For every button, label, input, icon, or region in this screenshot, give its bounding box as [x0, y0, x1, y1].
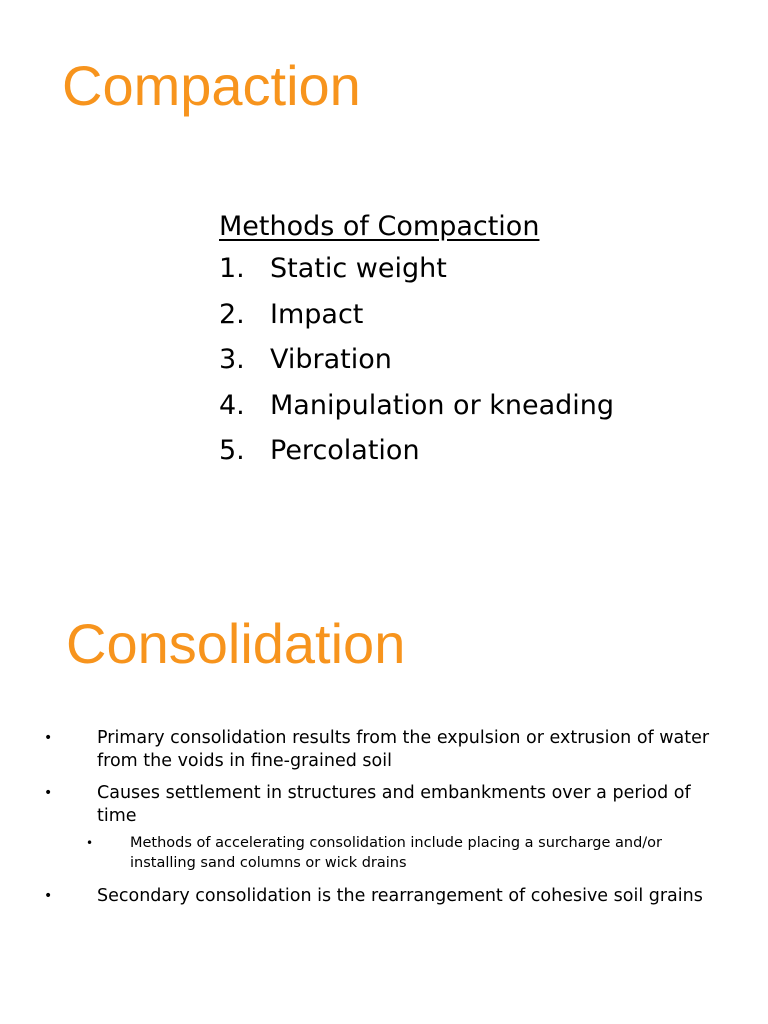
method-item: [219, 428, 614, 474]
bullet-marker: •: [44, 888, 53, 904]
method-text: Manipulation or kneading: [270, 389, 615, 421]
method-text: Impact: [270, 298, 364, 330]
method-number: 2.: [219, 298, 245, 330]
method-number: 3.: [219, 344, 245, 375]
bullet-marker: •: [44, 730, 53, 746]
sub-bullet-item: [0, 833, 768, 873]
method-text: Percolation: [270, 435, 420, 466]
compaction-title: Compaction: [62, 54, 361, 117]
method-number: 5.: [219, 435, 245, 466]
bullet-marker: •: [86, 836, 94, 850]
method-text: Vibration: [270, 344, 392, 375]
bullet-item: [0, 782, 768, 828]
method-item: [219, 246, 614, 292]
bullet-text: Methods of accelerating consolidation include placing a surcharge and/or installing sand columns or wick drains: [130, 835, 663, 871]
bullet-text: Causes settlement in structures and embankments over a period of time: [97, 783, 691, 826]
methods-heading: Methods of Compaction: [219, 211, 540, 242]
bullet-text: Primary consolidation results from the expulsion or extrusion of water from the voids in fine-grained soil: [97, 728, 710, 771]
method-number: 1.: [219, 253, 245, 284]
methods-of-compaction-section: [219, 208, 614, 474]
method-text: Static weight: [270, 253, 447, 284]
method-number: 4.: [219, 389, 245, 421]
method-item: [219, 383, 614, 429]
bullet-item: [0, 727, 768, 773]
consolidation-bullet-list: [0, 727, 768, 917]
bullet-text: Secondary consolidation is the rearrangement of cohesive soil grains: [97, 886, 703, 906]
bullet-marker: •: [44, 785, 53, 801]
bullet-item: [0, 885, 768, 908]
method-item: [219, 337, 614, 383]
methods-list: [219, 246, 614, 474]
method-item: [219, 292, 614, 338]
consolidation-title: Consolidation: [66, 612, 406, 675]
